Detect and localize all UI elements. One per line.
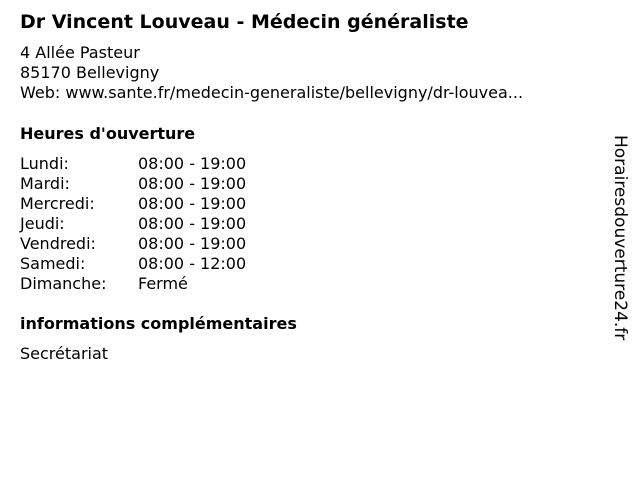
time-value: 08:00 - 19:00 bbox=[138, 194, 247, 213]
hours-row-sunday bbox=[20, 274, 320, 294]
time-value: 08:00 - 19:00 bbox=[138, 214, 247, 233]
hours-row-thursday bbox=[20, 214, 320, 234]
city-postal: 85170 Bellevigny bbox=[20, 63, 160, 82]
day-label: Mercredi: bbox=[20, 194, 95, 213]
address-block bbox=[20, 43, 523, 103]
day-label: Samedi: bbox=[20, 254, 86, 273]
day-label: Jeudi: bbox=[20, 214, 65, 233]
hours-row-friday bbox=[20, 234, 320, 254]
time-value: 08:00 - 19:00 bbox=[138, 174, 247, 193]
page-title: Dr Vincent Louveau - Médecin généraliste bbox=[20, 11, 469, 33]
hours-row-wednesday bbox=[20, 194, 320, 214]
day-label: Vendredi: bbox=[20, 234, 96, 253]
hours-row-tuesday bbox=[20, 174, 320, 194]
time-value: 08:00 - 19:00 bbox=[138, 154, 247, 173]
time-value: Fermé bbox=[138, 274, 188, 293]
web-link[interactable]: Web: www.sante.fr/medecin-generaliste/bellevigny/dr-louvea... bbox=[20, 83, 524, 102]
hours-row-monday bbox=[20, 154, 320, 174]
time-value: 08:00 - 19:00 bbox=[138, 234, 247, 253]
time-value: 08:00 - 12:00 bbox=[138, 254, 247, 273]
site-watermark: Horairesdouverture24.fr bbox=[610, 135, 630, 341]
additional-info-text: Secrétariat bbox=[20, 344, 109, 363]
opening-hours-table bbox=[20, 154, 320, 294]
hours-row-saturday bbox=[20, 254, 320, 274]
day-label: Mardi: bbox=[20, 174, 70, 193]
opening-hours-heading: Heures d'ouverture bbox=[20, 124, 196, 143]
day-label: Lundi: bbox=[20, 154, 69, 173]
street-address: 4 Allée Pasteur bbox=[20, 43, 140, 62]
day-label: Dimanche: bbox=[20, 274, 107, 293]
additional-info-heading: informations complémentaires bbox=[20, 314, 297, 333]
